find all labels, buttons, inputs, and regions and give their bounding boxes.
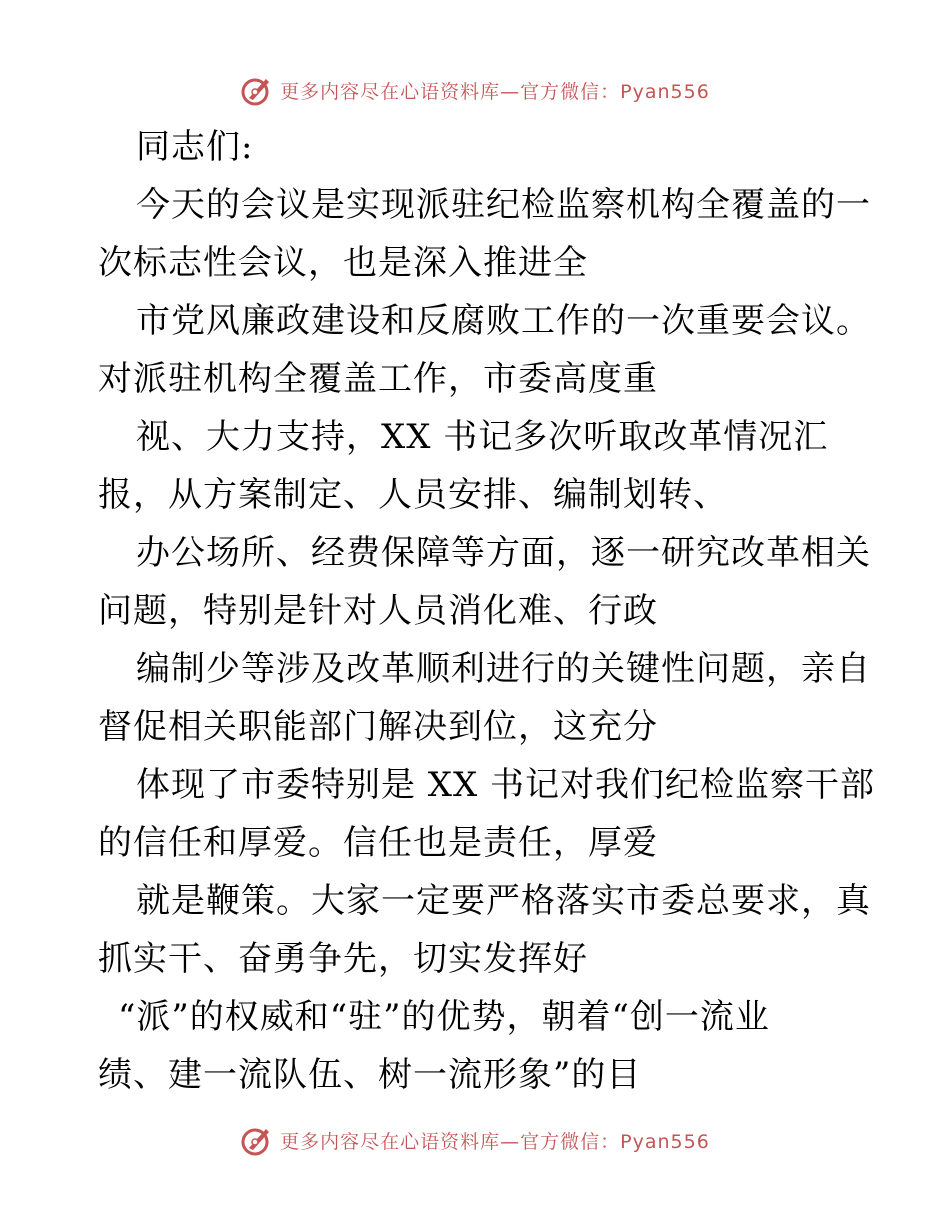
text-line: 的信任和厚爱。信任也是责任，厚爱 [98, 823, 658, 863]
text-line: 编制少等涉及改革顺利进行的关键性问题，亲自 [136, 649, 871, 689]
header-watermark [0, 70, 950, 110]
text-line: 对派驻机构全覆盖工作，市委高度重 [98, 359, 658, 399]
text-line: 绩、建一流队伍、树一流形象”的目 [98, 1055, 642, 1095]
text-line: 次标志性会议，也是深入推进全 [98, 243, 588, 283]
text-line: 问题，特别是针对人员消化难、行政 [98, 591, 658, 631]
watermark-text: 更多内容尽在心语资料库—官方微信：Pyan556 [280, 80, 710, 103]
text-line: “派”的权威和“驻”的优势，朝着“创一流业 [118, 997, 770, 1037]
text-line: 体现了市委特别是 XX 书记对我们纪检监察干部 [136, 765, 876, 805]
footer-watermark [0, 1120, 950, 1160]
text-line: 抓实干、奋勇争先，切实发挥好 [98, 939, 588, 979]
text-line: 就是鞭策。大家一定要严格落实市委总要求，真 [136, 881, 871, 921]
text-line: 市党风廉政建设和反腐败工作的一次重要会议。 [136, 301, 871, 341]
quill-logo-icon [240, 1123, 274, 1157]
text-line: 督促相关职能部门解决到位，这充分 [98, 707, 658, 747]
text-line: 办公场所、经费保障等方面，逐一研究改革相关 [136, 533, 871, 573]
quill-logo-icon [240, 73, 274, 107]
text-line: 同志们: [136, 127, 254, 167]
watermark-text: 更多内容尽在心语资料库—官方微信：Pyan556 [280, 1130, 710, 1153]
text-line: 今天的会议是实现派驻纪检监察机构全覆盖的一 [136, 185, 871, 225]
text-line: 视、大力支持，XX 书记多次听取改革情况汇 [136, 417, 829, 457]
text-line: 报，从方案制定、人员安排、编制划转、 [98, 475, 728, 515]
